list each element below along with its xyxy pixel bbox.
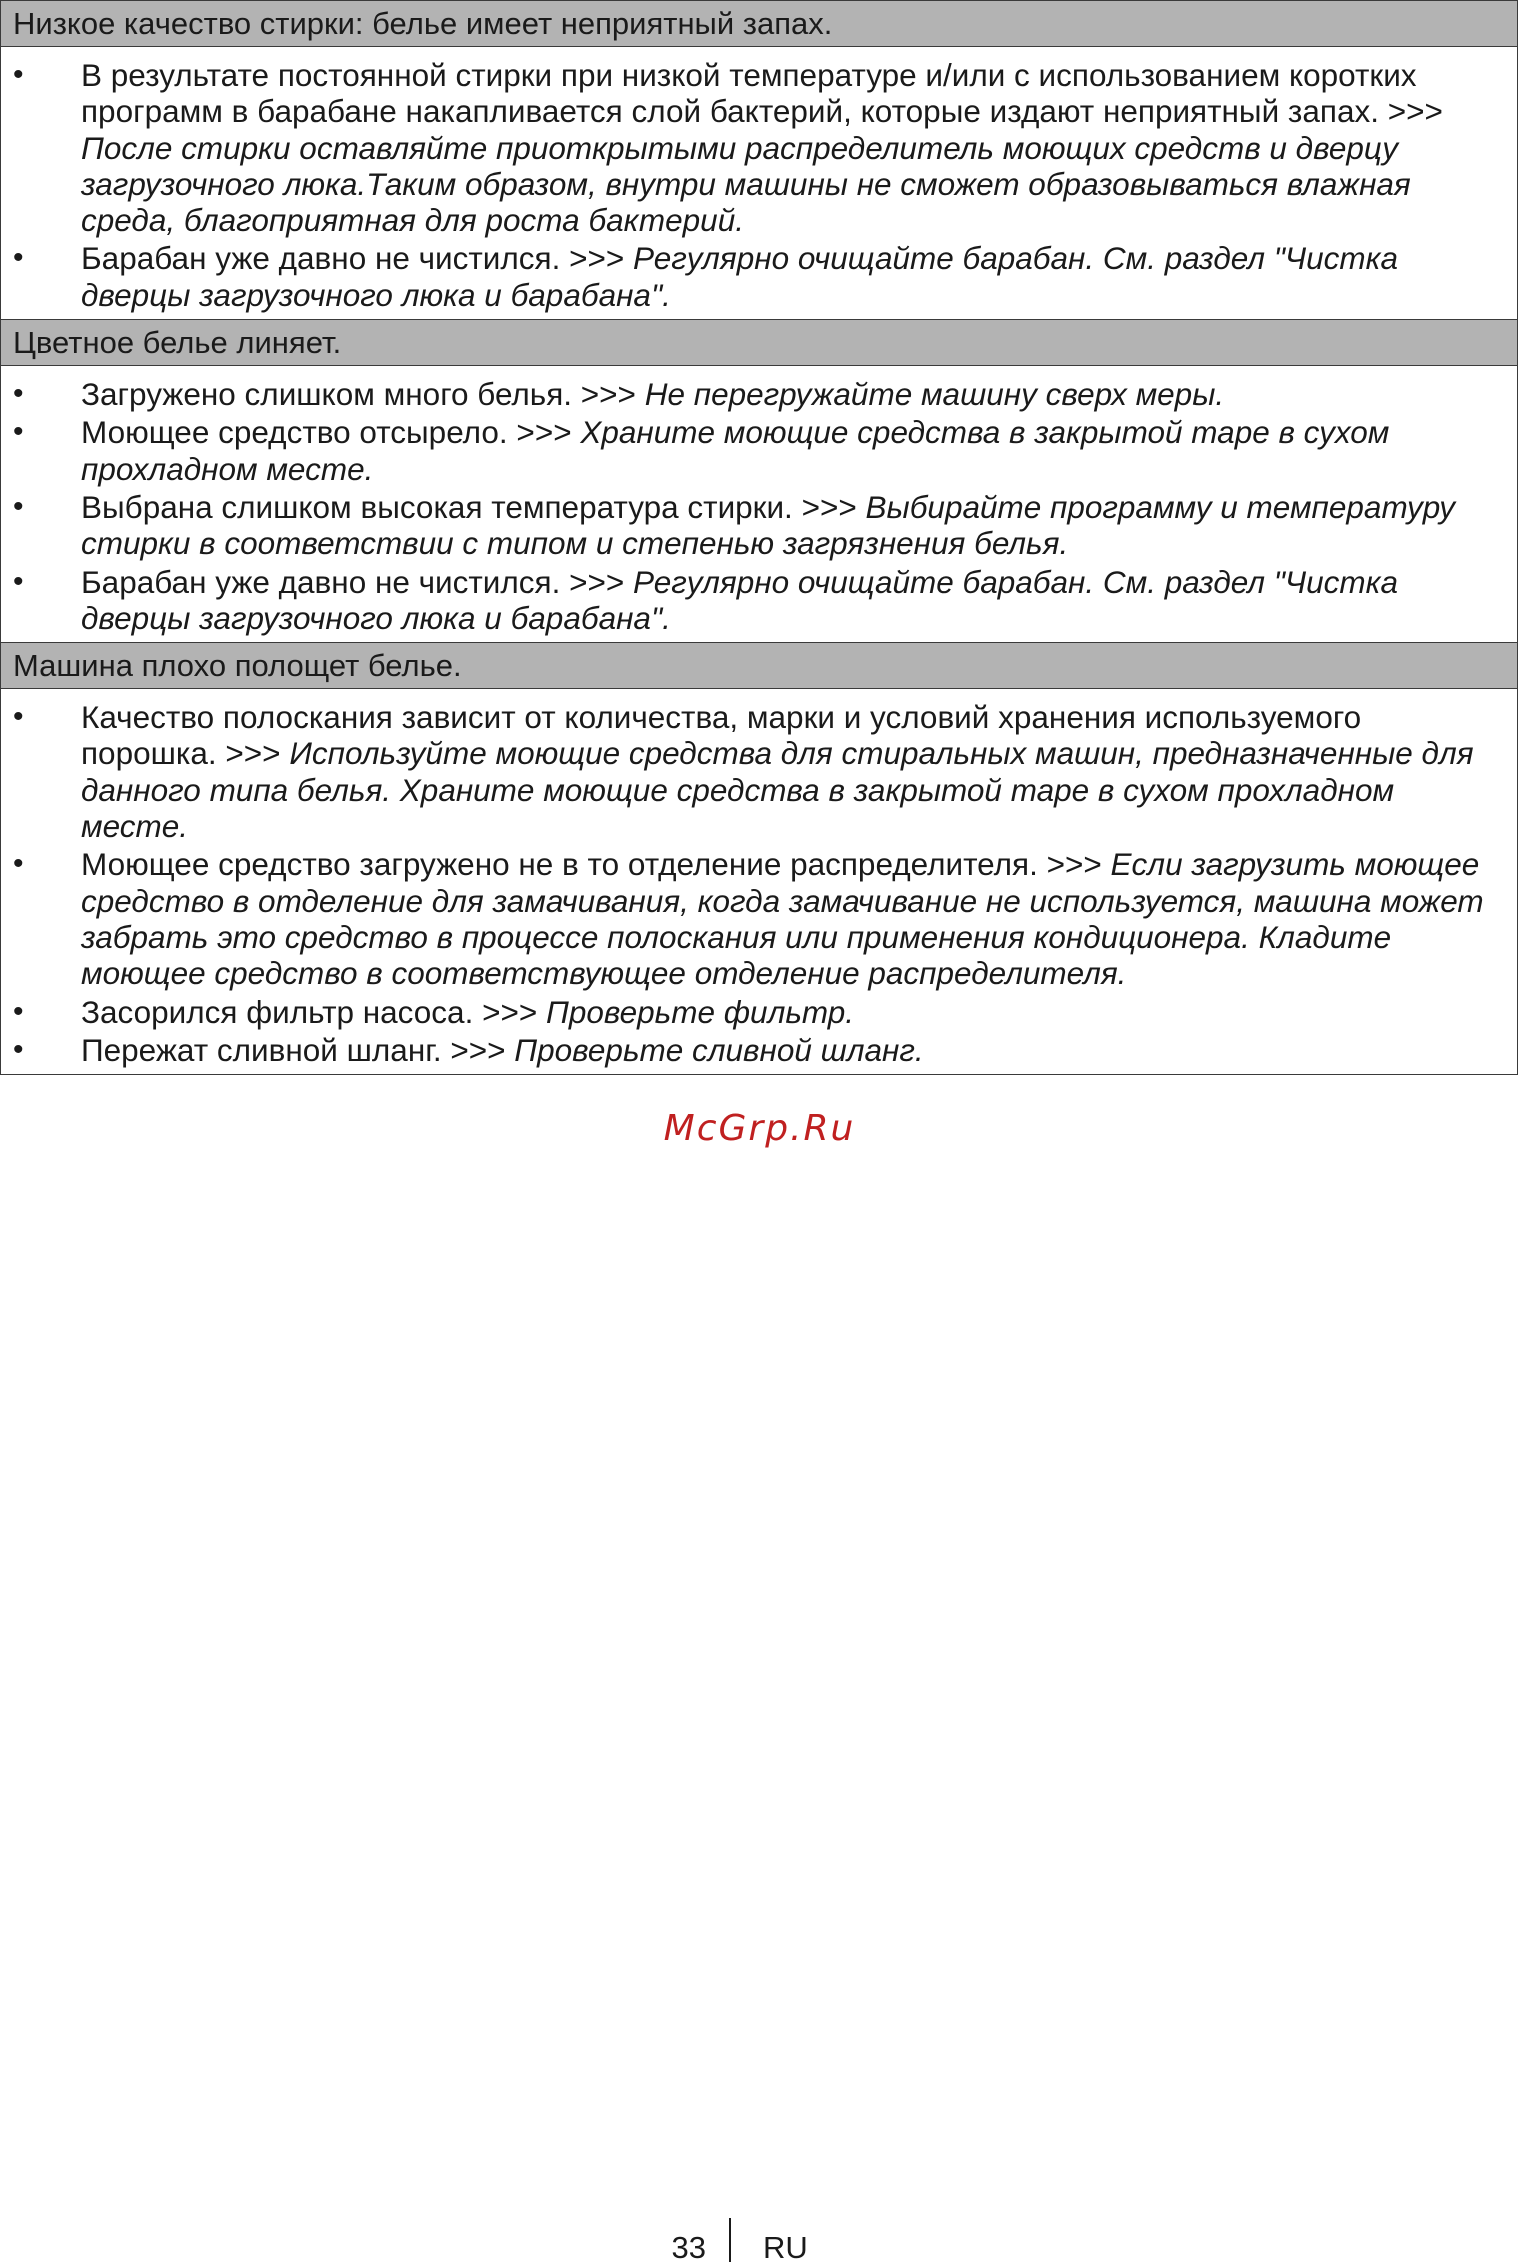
list-item: [1, 564, 1487, 637]
item-cause: Моющее средство загружено не в то отделение распределителя. >>>: [81, 846, 1111, 883]
item-cause: Барабан уже давно не чистился. >>>: [81, 563, 634, 600]
footer-divider: [729, 2218, 731, 2262]
item-cause: Засорился фильтр насоса. >>>: [81, 993, 547, 1030]
item-remedy: Храните моющие средства в закрытой таре в сухом прохладном месте.: [81, 414, 1390, 487]
item-remedy: Регулярно очищайте барабан. См. раздел "Чистка дверцы загрузочного люка и барабана".: [81, 240, 1399, 313]
list-item: [1, 1032, 1487, 1068]
list-item: [1, 376, 1487, 412]
bullet-icon: •: [13, 564, 24, 598]
list-item: [1, 994, 1487, 1030]
bullet-icon: •: [13, 700, 24, 734]
section-header-rinsing: Машина плохо полощет белье.: [1, 643, 1517, 689]
watermark: McGrp.Ru: [663, 1108, 856, 1149]
section-body-rinsing: [1, 689, 1517, 1074]
section-body-fading: [1, 366, 1517, 643]
bullet-icon: •: [13, 415, 24, 449]
item-remedy: Регулярно очищайте барабан. См. раздел "Чистка дверцы загрузочного люка и барабана".: [81, 563, 1399, 636]
list-item: [1, 846, 1487, 991]
item-remedy: Проверьте фильтр.: [546, 993, 855, 1030]
item-remedy: После стирки оставляйте приоткрытыми распределитель моющих средств и дверцу загрузочного люка.Таким образом, внутри машины не сможет образовываться влажная среда, благоприятная для роста бактерий.: [81, 129, 1411, 239]
item-cause: Пережат сливной шланг. >>>: [81, 1031, 515, 1068]
bullet-icon: •: [13, 1032, 24, 1066]
list-item: [1, 699, 1487, 844]
item-cause: В результате постоянной стирки при низкой температуре и/или с использованием коротких программ в барабане накапливается слой бактерий, которые издают неприятный запах. >>>: [81, 57, 1443, 130]
section-header-fading: Цветное белье линяет.: [1, 320, 1517, 366]
bullet-icon: •: [13, 994, 24, 1028]
bullet-icon: •: [13, 58, 24, 91]
language-code: RU: [763, 2230, 808, 2265]
item-remedy: Если загрузить моющее средство в отделение для замачивания, когда замачивание не используется, машина может забрать это средство в процессе полоскания или применения кондиционера. Кладите моющее средство в соответствующее отделение распределителя.: [81, 846, 1484, 992]
section-header-odor: Низкое качество стирки: белье имеет неприятный запах.: [1, 1, 1517, 47]
troubleshooting-table: [0, 0, 1518, 1075]
section-body-odor: [1, 47, 1517, 320]
item-remedy: Проверьте сливной шланг.: [514, 1031, 924, 1068]
bullet-icon: •: [13, 489, 24, 523]
page-number: 33: [671, 2230, 706, 2265]
item-remedy: Выбирайте программу и температуру стирки в соответствии с типом и степенью загрязнения белья.: [81, 488, 1455, 562]
item-remedy: Не перегружайте машину сверх меры.: [644, 376, 1225, 413]
item-cause: Загружено слишком много белья. >>>: [81, 376, 645, 413]
bullet-icon: •: [13, 241, 24, 275]
item-remedy: Используйте моющие средства для стиральных машин, предназначенные для данного типа белья. Храните моющие средства в закрытой таре в сухом прохладном месте.: [81, 735, 1474, 845]
list-item: [1, 489, 1487, 562]
item-cause: Барабан уже давно не чистился. >>>: [81, 240, 634, 277]
list-item: [1, 240, 1487, 313]
item-cause: Выбрана слишком высокая температура стирки. >>>: [81, 488, 866, 525]
list-item: [1, 414, 1487, 487]
bullet-icon: •: [13, 847, 24, 881]
bullet-icon: •: [13, 377, 24, 411]
page-footer: [0, 2218, 1519, 2265]
item-cause: Моющее средство отсырело. >>>: [81, 414, 581, 451]
list-item: [1, 57, 1487, 238]
item-cause: Качество полоскания зависит от количества, марки и условий хранения используемого порошка. >>>: [81, 699, 1362, 772]
